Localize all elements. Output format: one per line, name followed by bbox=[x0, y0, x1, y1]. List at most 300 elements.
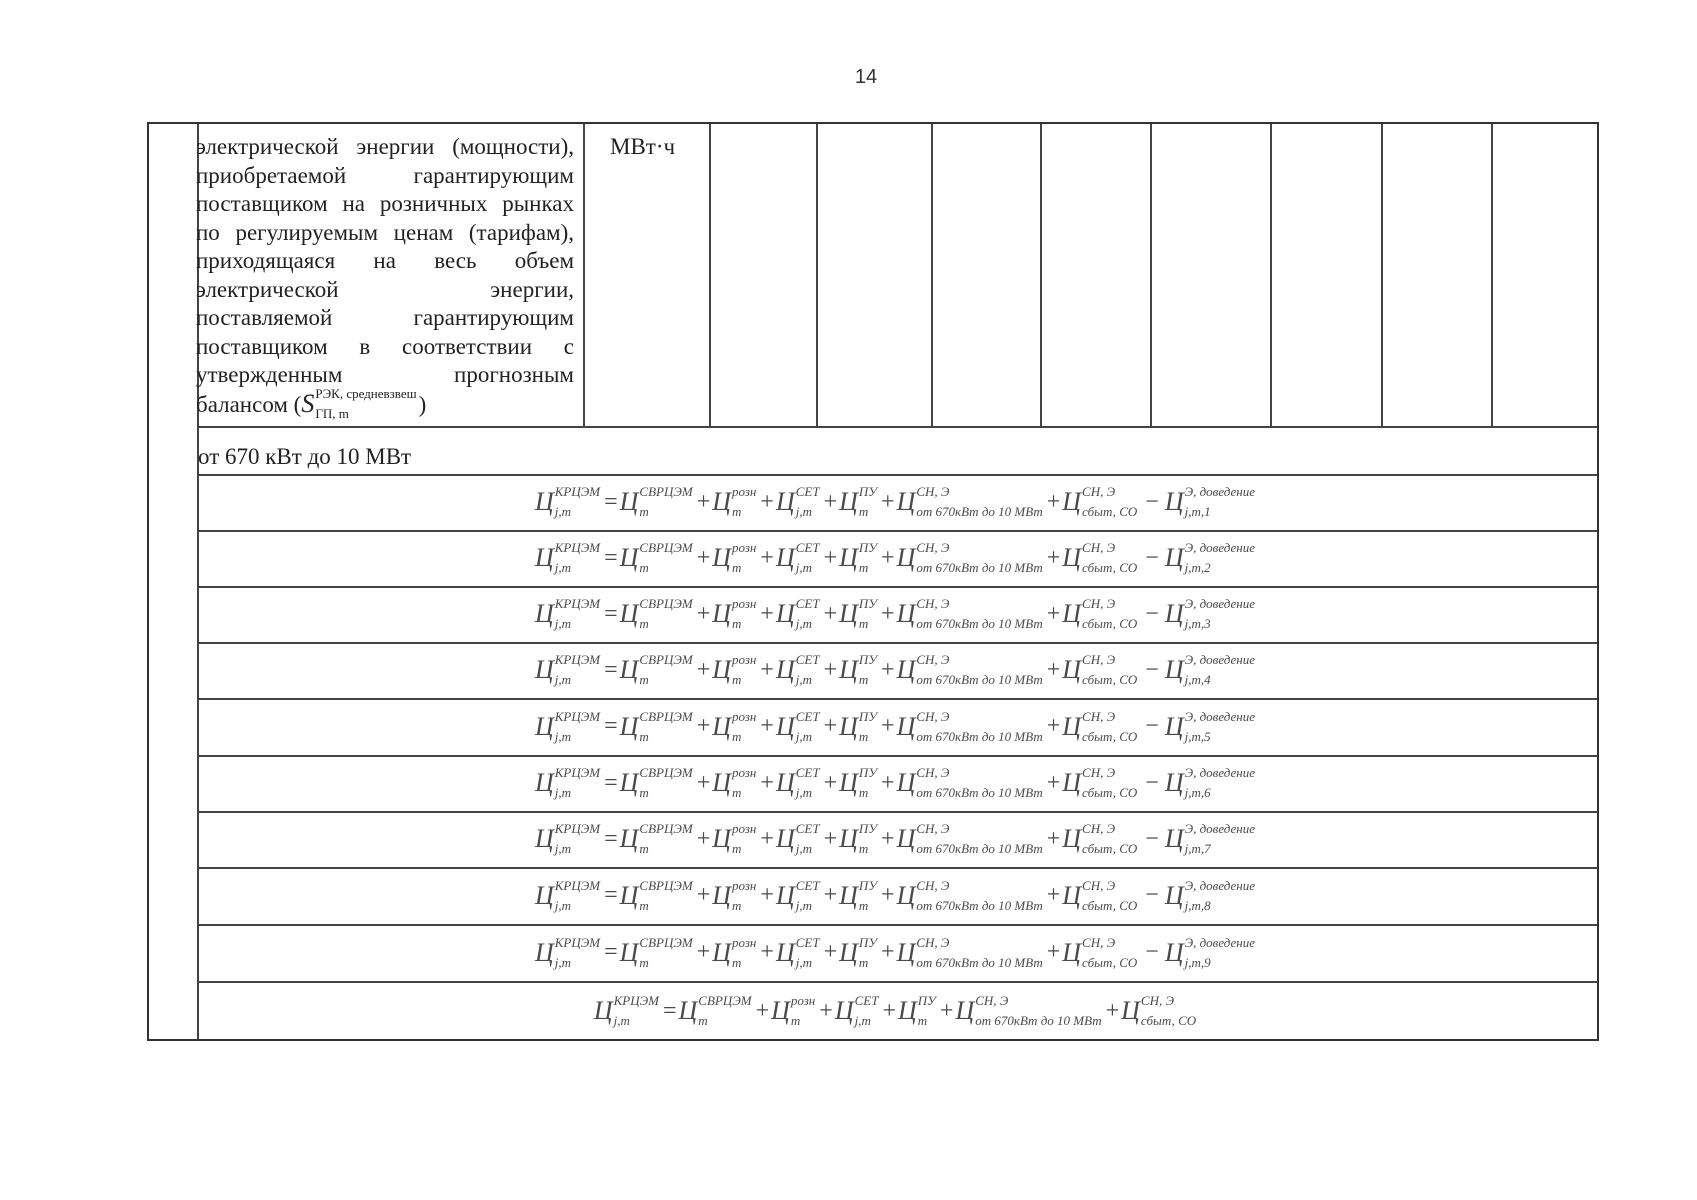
formula-term bbox=[1164, 821, 1257, 856]
formula-lhs bbox=[593, 993, 661, 1028]
formula-subscript: m bbox=[639, 672, 649, 687]
formula-subscript: j,m bbox=[554, 672, 572, 687]
formula-operator: + bbox=[1046, 769, 1061, 796]
formula-symbol: Ц bbox=[775, 937, 795, 967]
formula-term bbox=[712, 596, 758, 631]
formula-superscript: СВРЦЭМ bbox=[639, 821, 693, 836]
formula-subscript: j,m,9 bbox=[1184, 954, 1211, 970]
formula-subscript: сбыт, СО bbox=[1082, 897, 1138, 913]
tariff-table bbox=[147, 122, 1599, 1041]
formula-symbol: Ц bbox=[775, 599, 795, 628]
formula-symbol: Ц bbox=[619, 824, 639, 853]
formula-subscript: m bbox=[639, 504, 649, 519]
formula-operator: + bbox=[696, 882, 711, 908]
description-line: поставщиком в соответствии с bbox=[196, 333, 574, 359]
formula-operator: + bbox=[696, 544, 711, 571]
formula-subscript: j,m bbox=[554, 616, 572, 631]
price-formula bbox=[534, 596, 1257, 631]
formula-symbol: Ц bbox=[775, 543, 795, 572]
formula-term bbox=[775, 708, 822, 744]
formula-subscript: j,m,7 bbox=[1184, 841, 1211, 856]
formula-symbol: Ц bbox=[1062, 937, 1082, 967]
formula-subscript: m bbox=[639, 785, 649, 800]
formula-superscript: КРЦЭМ bbox=[554, 934, 601, 950]
formula-superscript: Э, доведение bbox=[1184, 596, 1255, 611]
formula-symbol: Ц bbox=[593, 996, 613, 1025]
formula-row bbox=[197, 474, 1595, 530]
formula-subscript: j,m,1 bbox=[1184, 504, 1211, 519]
formula-term bbox=[619, 652, 695, 687]
description-line: приходящаяся на весь объем bbox=[196, 248, 574, 273]
formula-term bbox=[712, 484, 758, 519]
formula-operator: + bbox=[760, 488, 774, 515]
formula-term bbox=[896, 596, 1045, 631]
formula-operator: − bbox=[1145, 488, 1159, 515]
formula-lhs bbox=[534, 484, 602, 519]
formula-term bbox=[1062, 765, 1139, 800]
formula-lhs bbox=[534, 540, 602, 575]
formula-symbol: Ц bbox=[896, 487, 916, 516]
formula-superscript: СЕТ bbox=[795, 765, 820, 780]
formula-symbol: Ц bbox=[839, 937, 858, 967]
formula-symbol: Ц bbox=[619, 768, 639, 797]
formula-term bbox=[839, 652, 879, 687]
formula-symbol: Ц bbox=[1062, 824, 1082, 853]
indicator-description bbox=[196, 133, 574, 419]
formula-term bbox=[775, 540, 822, 575]
formula-symbol: Ц bbox=[1062, 599, 1082, 628]
formula-superscript: СЕТ bbox=[795, 540, 820, 555]
formula-term bbox=[839, 934, 879, 970]
formula-superscript: ПУ bbox=[858, 765, 878, 780]
formula-lhs bbox=[534, 765, 602, 800]
formula-superscript: СЕТ bbox=[854, 993, 879, 1008]
formula-subscript: m bbox=[732, 841, 742, 856]
formula-symbol: Ц bbox=[1062, 655, 1082, 684]
formula-operator: − bbox=[1145, 769, 1159, 796]
formula-superscript: СН, Э bbox=[1082, 877, 1116, 893]
formula-symbol: Ц bbox=[839, 824, 858, 853]
formula-superscript: СВРЦЭМ bbox=[639, 708, 693, 724]
formula-symbol: Ц bbox=[1062, 768, 1082, 797]
formula-term bbox=[839, 540, 879, 575]
formula-subscript: m bbox=[639, 954, 649, 970]
formula-symbol: Ц bbox=[619, 880, 639, 910]
formula-term bbox=[775, 596, 822, 631]
formula-term bbox=[839, 708, 879, 744]
formula-symbol: Ц bbox=[896, 880, 916, 910]
formula-row bbox=[197, 924, 1595, 981]
formula-symbol: Ц bbox=[678, 996, 698, 1025]
formula-superscript: СН, Э bbox=[1082, 540, 1116, 555]
formula-subscript: m bbox=[858, 672, 869, 687]
formula-operator: + bbox=[760, 544, 774, 571]
formula-operator: + bbox=[881, 713, 895, 739]
formula-superscript: КРЦЭМ bbox=[554, 484, 601, 499]
formula-subscript: сбыт, СО bbox=[1082, 954, 1138, 970]
page-number: 14 bbox=[854, 66, 878, 88]
formula-term bbox=[619, 708, 695, 744]
formula-superscript: СВРЦЭМ bbox=[639, 877, 693, 893]
formula-subscript: j,m bbox=[554, 954, 572, 970]
formula-operator: + bbox=[1046, 939, 1061, 965]
formula-symbol: Ц bbox=[775, 768, 795, 797]
column-divider bbox=[931, 124, 933, 427]
formula-operator: + bbox=[939, 997, 954, 1024]
formula-superscript: СВРЦЭМ bbox=[639, 765, 693, 780]
formula-superscript: СН, Э bbox=[916, 877, 950, 893]
formula-operator: + bbox=[823, 882, 838, 908]
formula-operator: + bbox=[1046, 713, 1061, 739]
price-formula bbox=[593, 993, 1198, 1028]
formula-subscript: m bbox=[732, 954, 742, 970]
formula-subscript: j,m bbox=[554, 841, 572, 856]
description-line: утвержденным прогнозным bbox=[196, 362, 574, 387]
formula-operator: + bbox=[823, 939, 838, 965]
formula-operator: + bbox=[760, 939, 774, 965]
formula-operator: − bbox=[1145, 882, 1159, 908]
formula-term bbox=[1062, 652, 1139, 687]
formula-subscript: от 670кВт до 10 МВт bbox=[916, 728, 1043, 744]
formula-superscript: СН, Э bbox=[916, 540, 950, 555]
formula-operator: − bbox=[1145, 656, 1159, 683]
formula-symbol: Ц bbox=[712, 655, 732, 684]
description-line: электрической энергии (мощности), bbox=[196, 134, 574, 159]
formula-operator: + bbox=[881, 600, 895, 627]
formula-symbol: Ц bbox=[1121, 996, 1140, 1025]
formula-superscript: СН, Э bbox=[1140, 993, 1174, 1008]
formula-operator: + bbox=[881, 488, 895, 515]
formula-subscript: j,m,4 bbox=[1184, 672, 1211, 687]
formula-superscript: СН, Э bbox=[1082, 708, 1116, 724]
formula-symbol: Ц bbox=[839, 768, 858, 797]
description-symbol-sub: ГП, m bbox=[315, 405, 349, 421]
formula-term bbox=[896, 708, 1045, 744]
formula-superscript: Э, доведение bbox=[1184, 652, 1255, 667]
formula-term bbox=[1164, 596, 1257, 631]
formula-superscript: СН, Э bbox=[1082, 484, 1116, 499]
formula-term bbox=[896, 934, 1045, 970]
formula-superscript: СН, Э bbox=[1082, 821, 1116, 836]
formula-operator: = bbox=[604, 882, 618, 908]
formula-subscript: m bbox=[639, 841, 649, 856]
price-formula bbox=[534, 652, 1257, 687]
formula-superscript: СЕТ bbox=[795, 708, 820, 724]
formula-subscript: от 670кВт до 10 МВт bbox=[916, 560, 1043, 575]
formula-symbol: Ц bbox=[712, 880, 732, 910]
formula-superscript: СН, Э bbox=[1082, 934, 1116, 950]
column-divider bbox=[1381, 124, 1383, 427]
formula-term bbox=[1062, 484, 1139, 519]
formula-row bbox=[197, 755, 1595, 811]
formula-superscript: ПУ bbox=[858, 596, 878, 611]
formula-term bbox=[896, 652, 1045, 687]
formula-operator: + bbox=[881, 825, 895, 852]
unit-cell: МВт·ч bbox=[610, 134, 676, 159]
formula-term bbox=[839, 596, 879, 631]
formula-term bbox=[955, 993, 1103, 1028]
formula-symbol: Ц bbox=[896, 655, 916, 684]
formula-superscript: СВРЦЭМ bbox=[698, 993, 752, 1008]
column-divider bbox=[1040, 124, 1042, 427]
formula-term bbox=[839, 484, 879, 519]
formula-operator: + bbox=[696, 656, 711, 683]
formula-operator: + bbox=[823, 544, 838, 571]
formula-superscript: СН, Э bbox=[916, 765, 950, 780]
formula-term bbox=[1164, 765, 1257, 800]
formula-subscript: j,m bbox=[795, 728, 812, 744]
formula-subscript: m bbox=[639, 728, 649, 744]
formula-operator: = bbox=[604, 939, 618, 965]
formula-symbol: Ц bbox=[896, 768, 916, 797]
formula-term bbox=[619, 934, 695, 970]
formula-term bbox=[619, 821, 695, 856]
formula-operator: + bbox=[696, 939, 711, 965]
formula-subscript: сбыт, СО bbox=[1082, 728, 1138, 744]
formula-term bbox=[897, 993, 938, 1028]
formula-term bbox=[896, 821, 1045, 856]
formula-subscript: j,m bbox=[795, 560, 812, 575]
description-line: поставщиком на розничных рынках bbox=[196, 191, 574, 216]
formula-operator: + bbox=[696, 488, 711, 515]
formula-row bbox=[197, 586, 1595, 642]
formula-superscript: ПУ bbox=[858, 821, 878, 836]
formula-subscript: m bbox=[858, 560, 869, 575]
formula-operator: = bbox=[604, 656, 618, 683]
formula-term bbox=[712, 877, 758, 913]
range-label: от 670 кВт до 10 МВт bbox=[198, 444, 412, 469]
column-divider bbox=[583, 124, 585, 427]
formula-superscript: розн bbox=[732, 484, 757, 499]
formula-operator: + bbox=[1046, 656, 1061, 683]
price-formula bbox=[534, 934, 1257, 970]
formula-symbol: Ц bbox=[1164, 880, 1184, 910]
formula-operator: = bbox=[604, 769, 618, 796]
formula-subscript: m bbox=[698, 1013, 708, 1028]
formula-superscript: ПУ bbox=[858, 708, 878, 724]
formula-superscript: розн bbox=[732, 934, 757, 950]
formula-subscript: от 670кВт до 10 МВт bbox=[916, 504, 1043, 519]
price-formula bbox=[534, 484, 1257, 519]
formula-subscript: j,m bbox=[795, 616, 812, 631]
description-symbol-sup: РЭК, средневзвеш bbox=[315, 385, 417, 401]
formula-symbol: Ц bbox=[897, 996, 917, 1025]
formula-symbol: Ц bbox=[1062, 711, 1082, 741]
formula-subscript: от 670кВт до 10 МВт bbox=[916, 954, 1043, 970]
formula-superscript: Э, доведение bbox=[1184, 708, 1255, 724]
formula-subscript: от 670кВт до 10 МВт bbox=[916, 616, 1043, 631]
formula-operator: + bbox=[881, 544, 895, 571]
formula-symbol: Ц bbox=[712, 599, 732, 628]
formula-symbol: Ц bbox=[534, 768, 554, 797]
formula-symbol: Ц bbox=[839, 880, 858, 910]
formula-superscript: розн bbox=[732, 540, 757, 555]
formula-symbol: Ц bbox=[896, 599, 916, 628]
formula-superscript: КРЦЭМ bbox=[554, 652, 601, 667]
formula-symbol: Ц bbox=[712, 487, 732, 516]
formula-subscript: m bbox=[639, 616, 649, 631]
formula-superscript: КРЦЭМ bbox=[554, 596, 601, 611]
formula-superscript: розн bbox=[732, 708, 757, 724]
formula-term bbox=[1164, 652, 1257, 687]
formula-term bbox=[619, 596, 695, 631]
formula-symbol: Ц bbox=[1164, 487, 1184, 516]
formula-operator: + bbox=[755, 997, 770, 1024]
formula-superscript: ПУ bbox=[858, 877, 878, 893]
formula-subscript: от 670кВт до 10 МВт bbox=[975, 1013, 1102, 1028]
formula-operator: + bbox=[823, 656, 838, 683]
formula-term bbox=[1164, 708, 1257, 744]
formula-symbol: Ц bbox=[771, 996, 790, 1025]
formula-symbol: Ц bbox=[834, 996, 854, 1025]
formula-operator: − bbox=[1145, 544, 1159, 571]
formula-operator: = bbox=[604, 544, 618, 571]
formula-lhs bbox=[534, 652, 602, 687]
formula-symbol: Ц bbox=[775, 655, 795, 684]
formula-superscript: Э, доведение bbox=[1184, 934, 1255, 950]
formula-subscript: m bbox=[858, 841, 869, 856]
formula-subscript: сбыт, СО bbox=[1082, 560, 1138, 575]
formula-term bbox=[1062, 821, 1139, 856]
description-symbol: S bbox=[301, 388, 315, 418]
formula-term bbox=[1062, 934, 1139, 970]
formula-subscript: от 670кВт до 10 МВт bbox=[916, 841, 1043, 856]
formula-superscript: СН, Э bbox=[975, 993, 1009, 1008]
formula-subscript: сбыт, СО bbox=[1082, 785, 1138, 800]
formula-subscript: j,m bbox=[795, 841, 812, 856]
formula-subscript: m bbox=[858, 897, 869, 913]
formula-symbol: Ц bbox=[1164, 655, 1184, 684]
formula-symbol: Ц bbox=[896, 937, 916, 967]
formula-lhs bbox=[534, 934, 602, 970]
formula-row bbox=[197, 530, 1595, 586]
formula-subscript: m bbox=[858, 954, 869, 970]
formula-superscript: Э, доведение bbox=[1184, 540, 1255, 555]
formula-operator: + bbox=[1046, 544, 1061, 571]
formula-operator: + bbox=[1046, 488, 1061, 515]
formula-term bbox=[775, 821, 822, 856]
formula-operator: + bbox=[881, 656, 895, 683]
formula-term bbox=[1062, 708, 1139, 744]
formula-lhs bbox=[534, 821, 602, 856]
formula-superscript: СВРЦЭМ bbox=[639, 484, 693, 499]
formula-symbol: Ц bbox=[534, 937, 554, 967]
formula-superscript: розн bbox=[732, 596, 757, 611]
formula-term bbox=[1062, 877, 1139, 913]
formula-subscript: j,m bbox=[554, 560, 572, 575]
formula-superscript: КРЦЭМ bbox=[554, 540, 601, 555]
formula-lhs bbox=[534, 708, 602, 744]
formula-superscript: СВРЦЭМ bbox=[639, 652, 693, 667]
formula-subscript: m bbox=[732, 897, 742, 913]
formula-term bbox=[896, 484, 1045, 519]
formula-symbol: Ц bbox=[534, 880, 554, 910]
formula-superscript: Э, доведение bbox=[1184, 484, 1255, 499]
formula-subscript: m bbox=[732, 560, 742, 575]
formula-operator: + bbox=[760, 713, 774, 739]
formula-operator: + bbox=[881, 882, 895, 908]
formula-superscript: СВРЦЭМ bbox=[639, 934, 693, 950]
formula-symbol: Ц bbox=[775, 487, 795, 516]
formula-symbol: Ц bbox=[534, 543, 554, 572]
formula-term bbox=[896, 877, 1045, 913]
formula-symbol: Ц bbox=[534, 824, 554, 853]
formula-subscript: m bbox=[858, 728, 869, 744]
formula-subscript: сбыт, СО bbox=[1082, 841, 1138, 856]
description-suffix: ) bbox=[418, 391, 427, 417]
formula-superscript: ПУ bbox=[917, 993, 936, 1008]
formula-term bbox=[712, 708, 758, 744]
formula-operator: + bbox=[760, 600, 774, 627]
formula-superscript: КРЦЭМ bbox=[554, 765, 601, 780]
formula-subscript: от 670кВт до 10 МВт bbox=[916, 672, 1043, 687]
formula-term bbox=[712, 540, 758, 575]
formula-subscript: сбыт, СО bbox=[1082, 616, 1138, 631]
formula-term bbox=[839, 765, 879, 800]
formula-subscript: j,m,2 bbox=[1184, 560, 1211, 575]
formula-superscript: СН, Э bbox=[1082, 652, 1116, 667]
formula-row bbox=[197, 811, 1595, 867]
formula-term bbox=[834, 993, 881, 1028]
formula-symbol: Ц bbox=[1164, 599, 1184, 628]
formula-symbol: Ц bbox=[1062, 543, 1082, 572]
formula-operator: + bbox=[823, 825, 838, 852]
formula-symbol: Ц bbox=[534, 711, 554, 741]
formula-subscript: m bbox=[639, 560, 649, 575]
formula-subscript: j,m bbox=[795, 897, 812, 913]
formula-subscript: j,m,3 bbox=[1184, 616, 1211, 631]
formula-operator: = bbox=[662, 997, 677, 1024]
formula-symbol: Ц bbox=[1164, 937, 1184, 967]
formula-superscript: КРЦЭМ bbox=[613, 993, 659, 1008]
formula-term bbox=[775, 484, 822, 519]
formula-superscript: Э, доведение bbox=[1184, 877, 1255, 893]
formula-subscript: m bbox=[732, 616, 742, 631]
formula-operator: = bbox=[604, 825, 618, 852]
description-line: поставляемой гарантирующим bbox=[196, 305, 574, 330]
formula-symbol: Ц bbox=[775, 711, 795, 741]
formula-term bbox=[1164, 540, 1257, 575]
formula-superscript: розн bbox=[732, 765, 757, 780]
formula-lhs bbox=[534, 596, 602, 631]
formula-symbol: Ц bbox=[839, 655, 858, 684]
formula-subscript: m bbox=[917, 1013, 928, 1028]
formula-subscript: j,m bbox=[795, 954, 812, 970]
formula-subscript: m bbox=[732, 504, 742, 519]
formula-symbol: Ц bbox=[534, 599, 554, 628]
formula-superscript: СЕТ bbox=[795, 877, 820, 893]
formula-symbol: Ц bbox=[712, 543, 732, 572]
formula-operator: + bbox=[760, 882, 774, 908]
formula-term bbox=[619, 540, 695, 575]
formula-superscript: розн bbox=[732, 877, 757, 893]
formula-superscript: СЕТ bbox=[795, 652, 820, 667]
formula-symbol: Ц bbox=[839, 543, 858, 572]
formula-row bbox=[197, 981, 1595, 1041]
formula-term bbox=[839, 877, 879, 913]
formula-symbol: Ц bbox=[712, 824, 732, 853]
formula-term bbox=[775, 652, 822, 687]
formula-subscript: j,m bbox=[554, 897, 572, 913]
description-last-line bbox=[196, 385, 574, 421]
formula-superscript: СН, Э bbox=[916, 708, 950, 724]
description-line: по регулируемым ценам (тарифам), bbox=[196, 219, 574, 245]
formula-superscript: Э, доведение bbox=[1184, 765, 1255, 780]
formula-symbol: Ц bbox=[775, 880, 795, 910]
formula-operator: + bbox=[823, 713, 838, 739]
formula-term bbox=[712, 765, 758, 800]
formula-subscript: сбыт, СО bbox=[1140, 1013, 1197, 1028]
